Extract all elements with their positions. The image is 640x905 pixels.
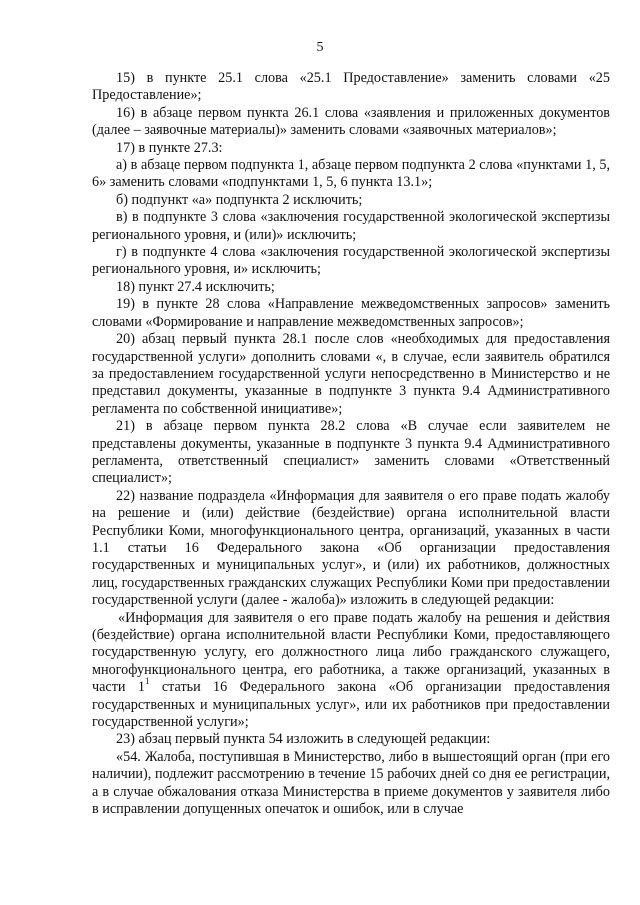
superscript-1: 1 bbox=[144, 676, 150, 687]
paragraph-17a: а) в абзаце первом подпункта 1, абзаце первом подпункта 2 слова «пунктами 1, 5, 6» заменить словами «подпунктами 1, 5, 6 пункта 13.1»; bbox=[92, 157, 610, 191]
paragraph-54-text: «54. Жалоба, поступившая в Министерство, либо в вышестоящий орган (при его наличии), подлежит рассмотрению в течение 15 рабочих дней со дня ее регистрации, а в случае обжалования отказа Министерства в приеме документов у заявителя либо в исправлении допущенных опечаток и ошибок, или в случае bbox=[92, 748, 610, 818]
paragraph-17b: б) подпункт «а» подпункта 2 исключить; bbox=[116, 191, 363, 208]
quote-text-part1: «Информация для заявителя о его праве подать жалобу на решения и действия (бездействие) органа исполнительной власти Республики Коми, предоставляющего государственную услугу, его должностного лица либо гражданского служащего, многофункционального центра, его работника, а также организаций, указанных в части 1 bbox=[92, 609, 610, 696]
paragraph-20: 20) абзац первый пункта 28.1 после слов «необходимых для предоставления государственной услуги» дополнить словами «, в случае, если заявитель обратился за предоставлением государственной услуги непосредственно в Министерство и не представил документы, указанные в подпункте 3 пункта 9.4 Административного регламента по собственной инициативе»; bbox=[92, 331, 610, 417]
quote-text-part2: статьи 16 Федерального закона «Об организации предоставления государственных и муниципальных услуг», или их работников при предоставлении государственной услуги»; bbox=[92, 679, 610, 731]
paragraph-17g: г) в подпункте 4 слова «заключения государственной экологической экспертизы регионального уровня, и» исключить; bbox=[92, 244, 610, 278]
document-body bbox=[92, 70, 610, 818]
paragraph-17: 17) в пункте 27.3: bbox=[116, 139, 223, 156]
paragraph-18: 18) пункт 27.4 исключить; bbox=[116, 278, 275, 295]
paragraph-15: 15) в пункте 25.1 слова «25.1 Предоставление» заменить словами «25 Предоставление»; bbox=[92, 70, 610, 104]
paragraph-21: 21) в абзаце первом пункта 28.2 слова «В случае если заявителем не представлены документы, указанные в подпункте 3 пункта 9.4 Административного регламента, ответственный специалист» заменить словами «Ответственный специалист»; bbox=[92, 418, 610, 487]
paragraph-17v: в) в подпункте 3 слова «заключения государственной экологической экспертизы регионального уровня, и (или)» исключить; bbox=[92, 209, 610, 243]
paragraph-19: 19) в пункте 28 слова «Направление межведомственных запросов» заменить словами «Формирование и направление межведомственных запросов»; bbox=[92, 296, 610, 330]
paragraph-16: 16) в абзаце первом пункта 26.1 слова «заявления и приложенных документов (далее – заявочные материалы)» заменить словами «заявочных материалов»; bbox=[92, 104, 610, 139]
paragraph-22-new-title bbox=[92, 610, 610, 732]
paragraph-22: 22) название подраздела «Информация для заявителя о его праве подать жалобу на решение и (или) действие (бездействие) органа исполнительной власти Республики Коми, многофункционального центра, организаций, указанных в части 1.1 статьи 16 Федерального закона «Об организации предоставления государственных и муниципальных услуг», и (или) их работников, должностных лиц, государственных гражданских служащих Республики Коми при предоставлении государственной услуги (далее - жалоба)» изложить в следующей редакции: bbox=[92, 487, 610, 609]
paragraph-23: 23) абзац первый пункта 54 изложить в следующей редакции: bbox=[116, 731, 491, 748]
page-number: 5 bbox=[316, 40, 324, 55]
